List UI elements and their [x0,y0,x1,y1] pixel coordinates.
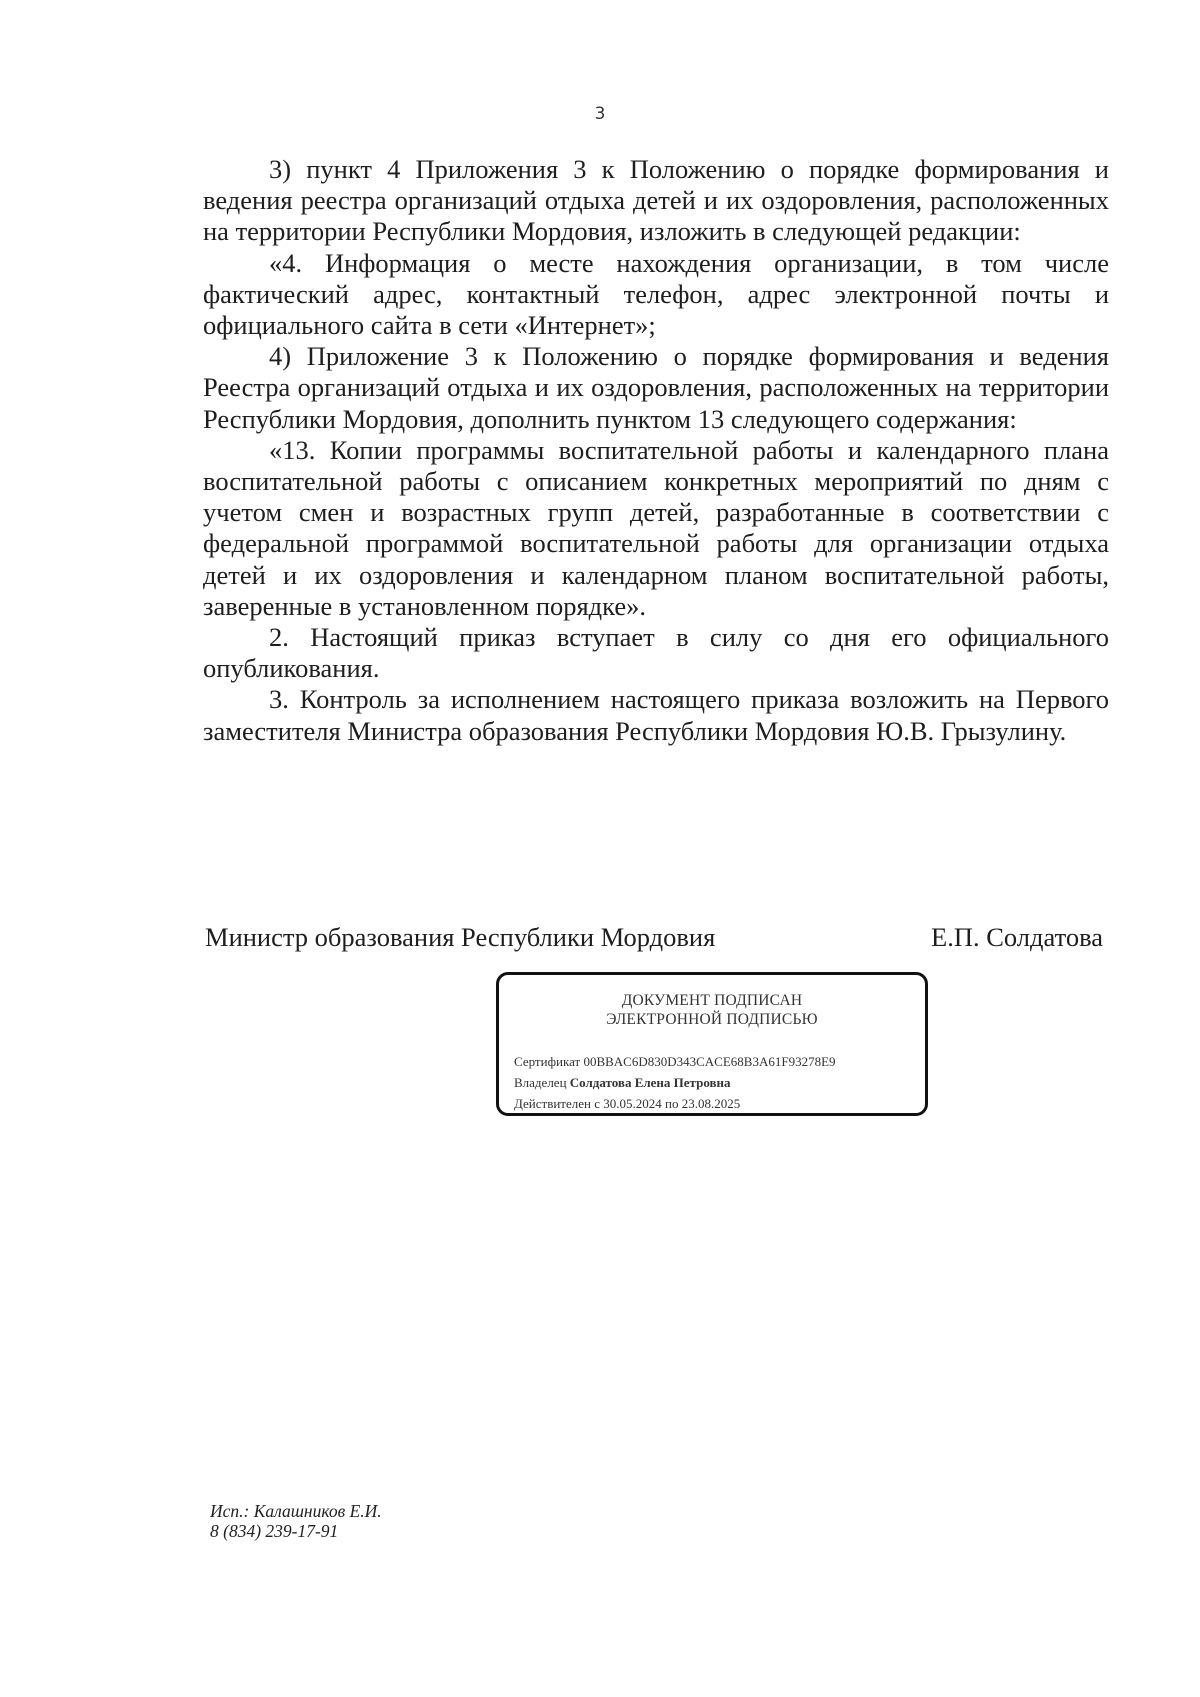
stamp-title [499,991,925,1029]
stamp-certificate-line [514,1051,924,1072]
signatory-name: Е.П. Солдатова [931,922,1103,952]
executor-phone: 8 (834) 239-17-91 [210,1521,339,1541]
paragraph-clause-2: 2. Настоящий приказ вступает в силу со дня его официального опубликования. [203,622,1109,684]
certificate-value: 00BBAC6D830D343CACE68B3A61F93278E9 [583,1054,836,1069]
stamp-title-line2: ЭЛЕКТРОННОЙ ПОДПИСЬЮ [606,1011,818,1028]
page-number: 3 [594,104,606,124]
paragraph-clause-3: 3. Контроль за исполнением настоящего приказа возложить на Первого заместителя Министра образования Республики Мордовия Ю.В. Грызулину. [203,684,1109,746]
executor-name: Исп.: Калашников Е.И. [210,1501,382,1521]
paragraph-quote-item-4: «4. Информация о месте нахождения организации, в том числе фактический адрес, контактный телефон, адрес электронной почты и официального сайта в сети «Интернет»; [203,247,1109,341]
valid-to: 23.08.2025 [681,1096,741,1111]
owner-value: Солдатова Елена Петровна [569,1075,731,1090]
valid-to-label: по [665,1096,679,1111]
stamp-title-line1: ДОКУМЕНТ ПОДПИСАН [621,992,803,1009]
valid-label: Действителен с [514,1096,600,1111]
stamp-details [514,1051,924,1114]
owner-label: Владелец [514,1075,567,1090]
signatory-position: Министр образования Республики Мордовия [205,922,716,952]
executor-info [210,1501,382,1541]
certificate-label: Сертификат [514,1054,581,1069]
electronic-signature-stamp [496,972,928,1116]
stamp-validity-line [514,1093,924,1114]
document-body [203,154,1109,747]
paragraph-item-3: 3) пункт 4 Приложения 3 к Положению о порядке формирования и ведения реестра организаций отдыха детей и их оздоровления, расположенных на территории Республики Мордовия, изложить в следующей редакции: [203,154,1109,247]
paragraph-quote-item-13: «13. Копии программы воспитательной работы и календарного плана воспитательной работы с описанием конкретных мероприятий по дням с учетом смен и возрастных групп детей, разработанные в соответствии с федеральной программой воспитательной работы для организации отдыха детей и их оздоровления и календарном планом воспитательной работы, заверенные в установленном порядке». [203,434,1109,621]
paragraph-item-4: 4) Приложение 3 к Положению о порядке формирования и ведения Реестра организаций отдыха и их оздоровления, расположенных на территории Республики Мордовия, дополнить пунктом 13 следующего содержания: [203,341,1109,434]
valid-from: 30.05.2024 [603,1096,662,1111]
stamp-owner-line [514,1072,924,1093]
